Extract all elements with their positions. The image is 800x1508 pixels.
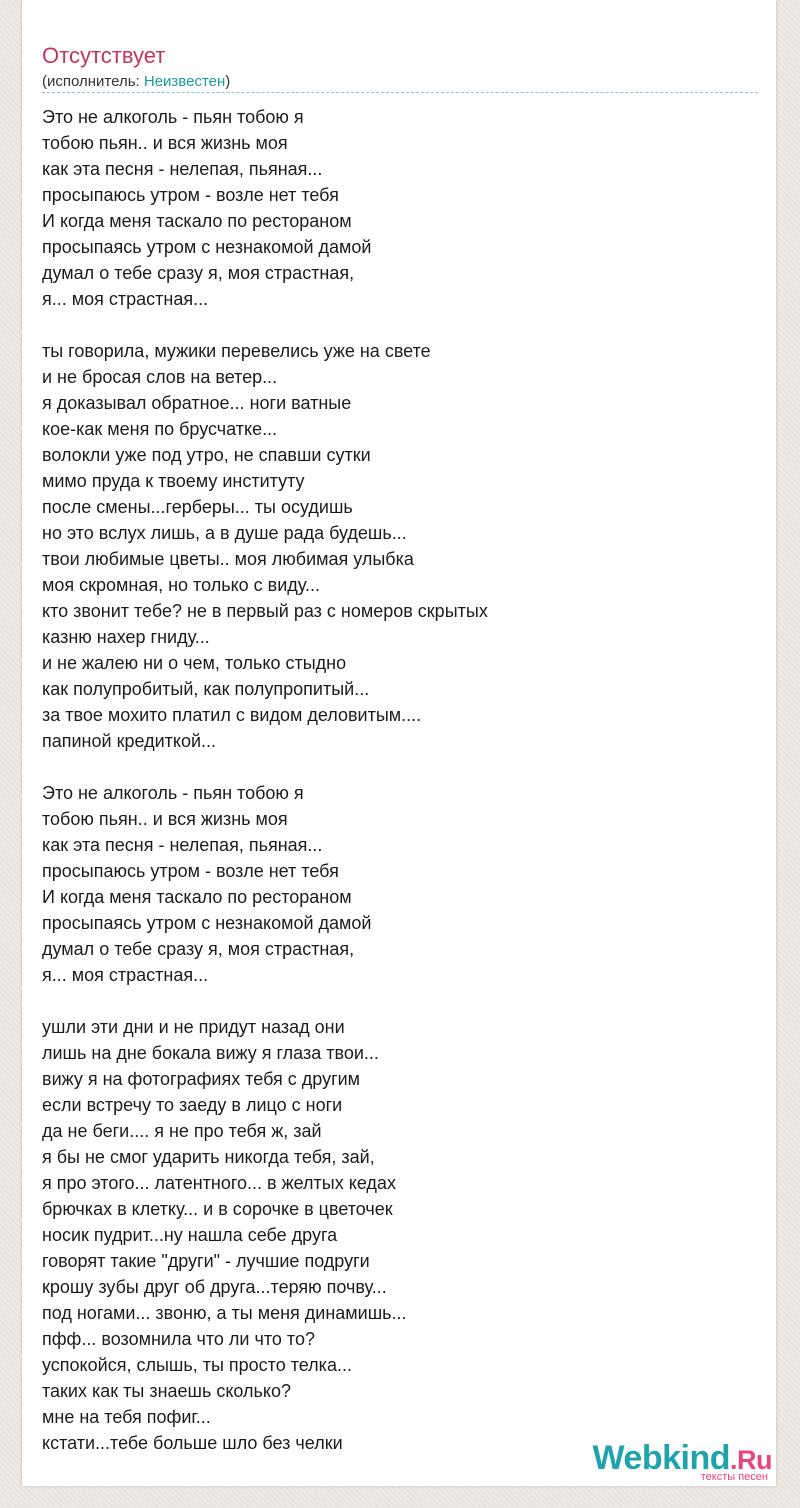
lyric-line: брючках в клетку... и в сорочке в цветочек [42, 1199, 393, 1219]
lyric-line: носик пудрит...ну нашла себе друга [42, 1225, 338, 1245]
lyric-line: за твое мохито платил с видом деловитым.... [42, 705, 422, 725]
lyric-line: тобою пьян.. и вся жизнь моя [42, 809, 288, 829]
lyric-line: если встречу то заеду в лицо с ноги [42, 1095, 343, 1115]
lyric-line: пфф... возомнила что ли что то? [42, 1329, 315, 1349]
lyric-line: тобою пьян.. и вся жизнь моя [42, 133, 288, 153]
lyric-line: мне на тебя пофиг... [42, 1407, 211, 1427]
lyric-line: после смены...герберы... ты осудишь [42, 497, 353, 517]
lyric-line: но это вслух лишь, а в душе рада будешь... [42, 523, 407, 543]
lyric-line: говорят такие "други" - лучшие подруги [42, 1251, 370, 1271]
logo-tagline: тексты песен [700, 1471, 768, 1483]
lyric-line: И когда меня таскало по рестораном [42, 211, 352, 231]
lyric-line: да не беги.... я не про тебя ж, зай [42, 1121, 322, 1141]
lyrics-card [22, 0, 776, 1486]
lyrics-text [42, 104, 488, 1456]
lyric-line: Это не алкоголь - пьян тобою я [42, 783, 304, 803]
lyric-line: и не жалею ни о чем, только стыдно [42, 653, 347, 673]
logo-tld: .Ru [730, 1445, 772, 1475]
title-divider [42, 92, 758, 93]
lyric-line: я... моя страстная... [42, 965, 209, 985]
lyric-line: кое-как меня по брусчатке... [42, 419, 278, 439]
site-logo[interactable] [582, 1439, 772, 1483]
artist-suffix: ) [225, 73, 231, 90]
stanza-gap [42, 754, 488, 780]
lyric-line: под ногами... звоню, а ты меня динамишь... [42, 1303, 407, 1323]
lyric-line: я бы не смог ударить никогда тебя, зай, [42, 1147, 375, 1167]
lyric-line: волокли уже под утро, не спавши сутки [42, 445, 371, 465]
lyric-line: таких как ты знаешь сколько? [42, 1381, 292, 1401]
lyric-line: лишь на дне бокала вижу я глаза твои... [42, 1043, 379, 1063]
artist-link[interactable]: Неизвестен [143, 73, 226, 90]
lyric-line: крошу зубы друг об друга...теряю почву... [42, 1277, 387, 1297]
lyric-line: ты говорила, мужики перевелись уже на свете [42, 341, 431, 361]
lyric-line: как эта песня - нелепая, пьяная... [42, 835, 323, 855]
lyric-line: и не бросая слов на ветер... [42, 367, 278, 387]
lyric-line: кстати...тебе больше шло без челки [42, 1433, 343, 1453]
artist-line [42, 73, 230, 91]
lyric-line: думал о тебе сразу я, моя страстная, [42, 939, 355, 959]
lyric-line: как эта песня - нелепая, пьяная... [42, 159, 323, 179]
lyric-line: успокойся, слышь, ты просто телка... [42, 1355, 352, 1375]
lyric-line: ушли эти дни и не придут назад они [42, 1017, 345, 1037]
lyric-line: Это не алкоголь - пьян тобою я [42, 107, 304, 127]
lyric-line: казню нахер гниду... [42, 627, 210, 647]
lyric-line: моя скромная, но только с виду... [42, 575, 321, 595]
song-title: Отсутствует [42, 43, 166, 68]
lyric-line: папиной кредиткой... [42, 731, 217, 751]
lyric-line: кто звонит тебе? не в первый раз с номеров скрытых [42, 601, 488, 621]
lyric-line: просыпаюсь утром - возле нет тебя [42, 861, 339, 881]
lyric-line: я про этого... латентного... в желтых кедах [42, 1173, 396, 1193]
lyric-line: мимо пруда к твоему институту [42, 471, 305, 491]
lyric-line: просыпаюсь утром - возле нет тебя [42, 185, 339, 205]
stanza-gap [42, 988, 488, 1014]
lyric-line: думал о тебе сразу я, моя страстная, [42, 263, 355, 283]
lyric-line: И когда меня таскало по рестораном [42, 887, 352, 907]
lyric-line: вижу я на фотографиях тебя с другим [42, 1069, 361, 1089]
lyric-line: просыпаясь утром с незнакомой дамой [42, 913, 372, 933]
stanza-gap [42, 312, 488, 338]
lyric-line: просыпаясь утром с незнакомой дамой [42, 237, 372, 257]
artist-prefix: (исполнитель: [42, 73, 144, 90]
lyric-line: я... моя страстная... [42, 289, 209, 309]
lyric-line: как полупробитый, как полупропитый... [42, 679, 370, 699]
lyric-line: твои любимые цветы.. моя любимая улыбка [42, 549, 414, 569]
lyric-line: я доказывал обратное... ноги ватные [42, 393, 352, 413]
logo-name: Webkind [592, 1439, 730, 1477]
